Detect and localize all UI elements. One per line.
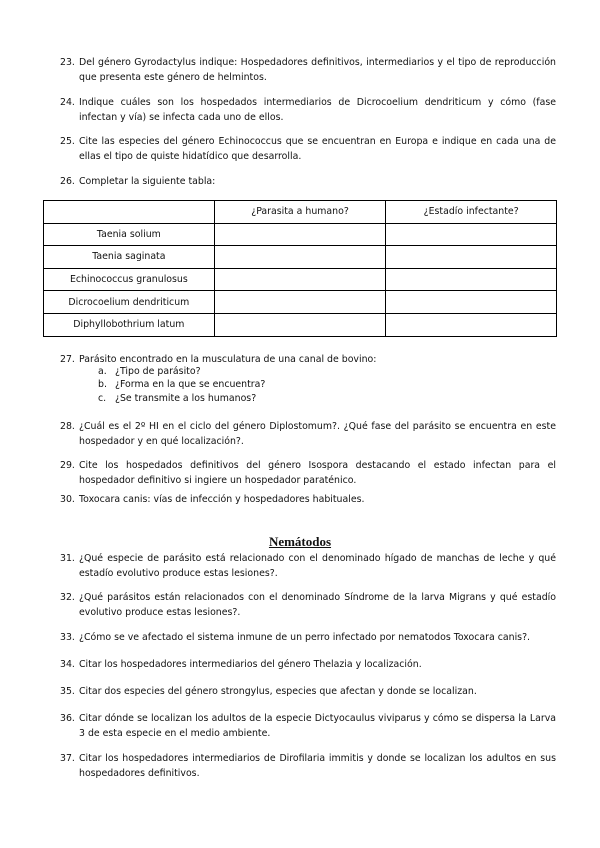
question-text: Citar los hospedadores intermediarios de Dirofilaria immitis y donde se localizan los adultos en sus hospedadores definitivos. (79, 753, 556, 779)
question-number: 34. (60, 659, 75, 670)
question-number: 26. (60, 176, 75, 187)
table-header-row (44, 201, 557, 224)
question-text: Cite los hospedados definitivos del género Isospora destacando el estado infectan para el hospedador definitivo si ingiere un hospedador paraténico. (79, 460, 556, 486)
question-number: 29. (60, 460, 75, 471)
question-text: ¿Qué especie de parásito está relacionado con el denominado hígado de manchas de leche y qué estadío evolutivo produce estas lesiones?. (79, 553, 556, 579)
question-text: Indique cuáles son los hospedados intermediarios de Dicrocoelium dendriticum y cómo (fase infectan y vía) se infecta cada uno de ellos. (79, 97, 556, 123)
question-29 (60, 458, 556, 488)
table-cell (386, 268, 557, 291)
table-cell (214, 246, 386, 269)
question-text: Del género Gyrodactylus indique: Hospedadores definitivos, intermediarios y el tipo de reproducción que presenta este género de helmintos. (79, 57, 556, 83)
table-cell (214, 313, 386, 336)
question-number: 36. (60, 713, 75, 724)
question-23 (60, 55, 556, 85)
question-number: 37. (60, 753, 75, 764)
question-36 (60, 711, 556, 741)
sub-item-text: ¿Se transmite a los humanos? (115, 393, 257, 404)
question-text: Parásito encontrado en la musculatura de una canal de bovino: (79, 354, 377, 365)
table-header-cell: ¿Parasita a humano? (214, 201, 386, 224)
question-31 (60, 551, 556, 581)
question-33 (60, 630, 556, 645)
question-28 (60, 419, 556, 449)
question-30 (60, 492, 556, 507)
question-26 (60, 174, 556, 189)
question-text: Completar la siguiente tabla: (79, 176, 216, 187)
table-cell (386, 246, 557, 269)
question-number: 23. (60, 57, 75, 68)
table-header-cell: ¿Estadío infectante? (386, 201, 557, 224)
question-number: 27. (60, 354, 75, 365)
table-row-label: Diphyllobothrium latum (44, 313, 215, 336)
table-row (44, 223, 557, 246)
question-25 (60, 134, 556, 164)
question-text: Toxocara canis: vías de infección y hospedadores habituales. (79, 494, 365, 505)
table-row (44, 291, 557, 314)
sub-item-letter: a. (98, 366, 107, 377)
table-row-label: Dicrocoelium dendriticum (44, 291, 215, 314)
sub-item-letter: c. (98, 393, 107, 404)
table-header-cell (44, 201, 215, 224)
table-cell (386, 291, 557, 314)
table-row-label: Taenia solium (44, 223, 215, 246)
question-number: 31. (60, 553, 75, 564)
sub-item-letter: b. (98, 379, 107, 390)
question-32 (60, 590, 556, 620)
question-number: 32. (60, 592, 75, 603)
question-34 (60, 657, 556, 672)
table-cell (214, 291, 386, 314)
question-number: 35. (60, 686, 75, 697)
table-row (44, 268, 557, 291)
question-text: Citar dónde se localizan los adultos de la especie Dictyocaulus viviparus y cómo se dispersa la Larva 3 de esta especie en el medio ambiente. (79, 713, 556, 739)
sub-item-a (98, 365, 201, 379)
section-title: Nemátodos (268, 534, 332, 549)
question-text: Citar los hospedadores intermediarios del género Thelazia y localización. (79, 659, 422, 670)
sub-item-c (98, 392, 256, 406)
sub-item-b (98, 378, 265, 392)
question-24 (60, 95, 556, 125)
sub-item-text: ¿Tipo de parásito? (115, 366, 201, 377)
question-number: 25. (60, 136, 75, 147)
table-cell (386, 313, 557, 336)
table-row (44, 313, 557, 336)
question-number: 33. (60, 632, 75, 643)
table-cell (386, 223, 557, 246)
question-35 (60, 684, 556, 699)
question-text: ¿Cuál es el 2º HI en el ciclo del género Diplostomum?. ¿Qué fase del parásito se encuentra en este hospedador y en qué localización?. (79, 421, 556, 447)
parasite-table (43, 200, 557, 337)
table-cell (214, 223, 386, 246)
question-number: 30. (60, 494, 75, 505)
question-number: 24. (60, 97, 75, 108)
question-37 (60, 751, 556, 781)
question-text: Citar dos especies del género strongylus, especies que afectan y donde se localizan. (79, 686, 477, 697)
table-row-label: Echinococcus granulosus (44, 268, 215, 291)
question-text: ¿Cómo se ve afectado el sistema inmune de un perro infectado por nematodos Toxocara canis?. (79, 632, 531, 643)
question-number: 28. (60, 421, 75, 432)
table-row (44, 246, 557, 269)
question-text: Cite las especies del género Echinococcus que se encuentran en Europa e indique en cada una de ellas el tipo de quiste hidatídico que desarrolla. (79, 136, 556, 162)
table-row-label: Taenia saginata (44, 246, 215, 269)
table-cell (214, 268, 386, 291)
question-text: ¿Qué parásitos están relacionados con el denominado Síndrome de la larva Migrans y qué estadío evolutivo produce estas lesiones?. (79, 592, 556, 618)
sub-item-text: ¿Forma en la que se encuentra? (115, 379, 266, 390)
